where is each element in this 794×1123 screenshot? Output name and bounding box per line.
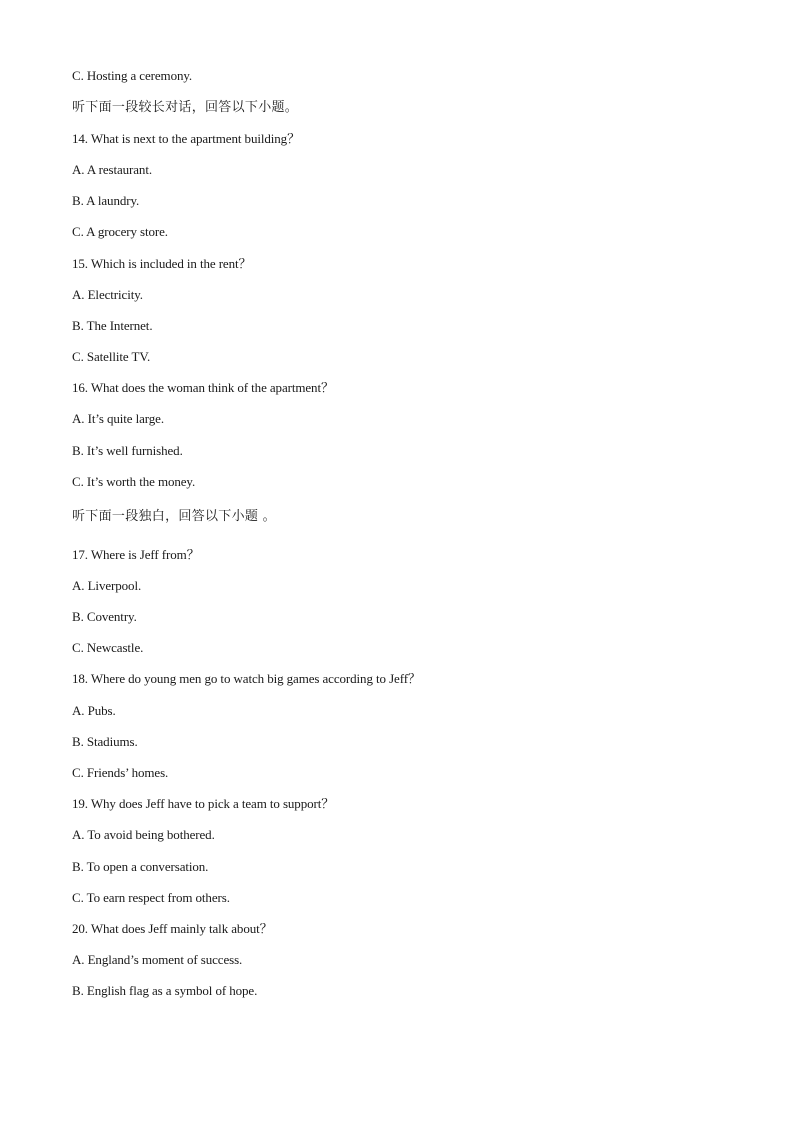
option-14c: C. A grocery store. <box>72 224 168 239</box>
option-16a: A. It’s quite large. <box>72 411 164 426</box>
option-18b: B. Stadiums. <box>72 734 138 749</box>
section-instruction-monologue: 听下面一段独白，回答以下小题 。 <box>72 509 276 524</box>
option-13c: C. Hosting a ceremony. <box>72 68 193 83</box>
option-19a: A. To avoid being bothered. <box>72 827 215 842</box>
option-18a: A. Pubs. <box>72 703 116 718</box>
option-20a: A. England’s moment of success. <box>72 952 243 967</box>
option-17b: B. Coventry. <box>72 609 137 624</box>
question-19: 19. Why does Jeff have to pick a team to support？ <box>72 796 335 811</box>
question-14: 14. What is next to the apartment building？ <box>72 131 300 146</box>
option-14b: B. A laundry. <box>72 193 140 208</box>
section-instruction-dialogue: 听下面一段较长对话，回答以下小题。 <box>72 100 299 115</box>
question-20: 20. What does Jeff mainly talk about？ <box>72 921 273 936</box>
option-18c: C. Friends’ homes. <box>72 765 169 780</box>
option-20b: B. English flag as a symbol of hope. <box>72 983 258 998</box>
option-16b: B. It’s well furnished. <box>72 443 183 458</box>
option-19c: C. To earn respect from others. <box>72 890 230 905</box>
option-17c: C. Newcastle. <box>72 640 144 655</box>
question-17: 17. Where is Jeff from？ <box>72 547 200 562</box>
option-17a: A. Liverpool. <box>72 578 142 593</box>
question-18: 18. Where do young men go to watch big games according to Jeff？ <box>72 671 421 686</box>
option-16c: C. It’s worth the money. <box>72 474 196 489</box>
option-15c: C. Satellite TV. <box>72 349 151 364</box>
question-16: 16. What does the woman think of the apartment？ <box>72 380 334 395</box>
option-19b: B. To open a conversation. <box>72 859 209 874</box>
option-14a: A. A restaurant. <box>72 162 152 177</box>
option-15a: A. Electricity. <box>72 287 143 302</box>
question-15: 15. Which is included in the rent？ <box>72 256 252 271</box>
option-15b: B. The Internet. <box>72 318 153 333</box>
